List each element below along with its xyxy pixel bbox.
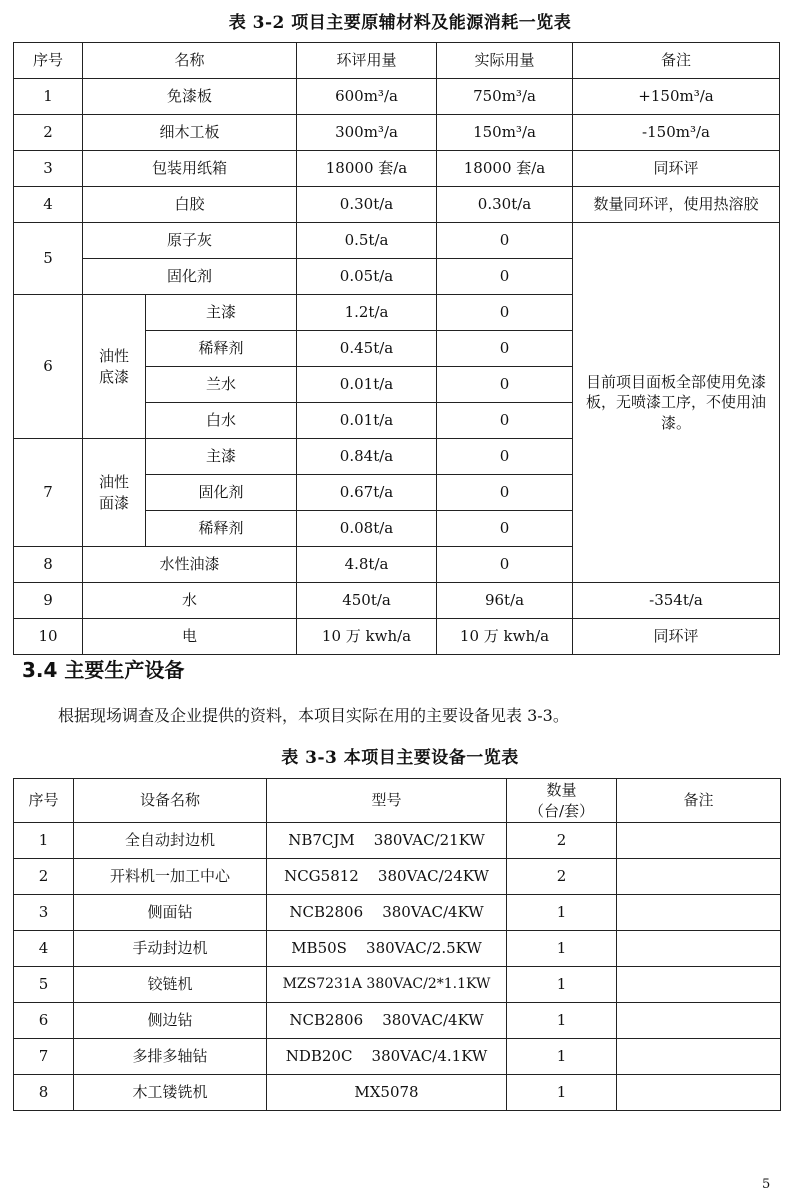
cell-no: 8 (14, 547, 83, 583)
cell-eia: 0.08t/a (297, 511, 437, 547)
cell-no: 3 (14, 151, 83, 187)
cell-no: 5 (14, 223, 83, 295)
cell-note (617, 967, 781, 1003)
cell-actual: 0 (437, 367, 573, 403)
cell-quantity: 1 (507, 967, 617, 1003)
cell-actual: 750m³/a (437, 79, 573, 115)
cell-actual: 0 (437, 259, 573, 295)
header-eia: 环评用量 (297, 43, 437, 79)
cell-actual: 10 万 kwh/a (437, 619, 573, 655)
cell-quantity: 1 (507, 1039, 617, 1075)
cell-name: 主漆 (146, 295, 297, 331)
header-quantity (507, 779, 617, 823)
cell-eia: 600m³/a (297, 79, 437, 115)
cell-eia: 300m³/a (297, 115, 437, 151)
cell-name: 白水 (146, 403, 297, 439)
cell-name: 水性油漆 (83, 547, 297, 583)
cell-quantity: 1 (507, 1075, 617, 1111)
table-row (14, 895, 781, 931)
cell-no: 1 (14, 79, 83, 115)
cell-eia: 0.67t/a (297, 475, 437, 511)
table-row (14, 1075, 781, 1111)
cell-actual: 0 (437, 511, 573, 547)
merged-note: 目前项目面板全部使用免漆板，无喷漆工序，不使用油漆。 (573, 223, 780, 583)
cell-note (617, 1003, 781, 1039)
cell-model: NCB2806 380VAC/4KW (267, 1003, 507, 1039)
cell-eia: 4.8t/a (297, 547, 437, 583)
cell-note: -354t/a (573, 583, 780, 619)
cell-equipment-name: 木工镂铣机 (74, 1075, 267, 1111)
cell-name: 免漆板 (83, 79, 297, 115)
cell-no: 10 (14, 619, 83, 655)
cell-no: 4 (14, 931, 74, 967)
cell-eia: 0.5t/a (297, 223, 437, 259)
cell-equipment-name: 侧边钻 (74, 1003, 267, 1039)
table-3-2-caption: 表 3-2 项目主要原辅材料及能源消耗一览表 (228, 13, 572, 33)
cell-actual: 0 (437, 331, 573, 367)
cell-name: 电 (83, 619, 297, 655)
cell-equipment-name: 开料机一加工中心 (74, 859, 267, 895)
cell-model: NCG5812 380VAC/24KW (267, 859, 507, 895)
table-row (14, 1039, 781, 1075)
cell-eia: 10 万 kwh/a (297, 619, 437, 655)
cell-no: 9 (14, 583, 83, 619)
section-heading: 3.4 主要生产设备 (22, 658, 185, 682)
header-quantity-line1: 数量 (546, 781, 577, 800)
cell-model: NDB20C 380VAC/4.1KW (267, 1039, 507, 1075)
cell-actual: 0 (437, 547, 573, 583)
cell-quantity: 1 (507, 895, 617, 931)
cell-actual: 0 (437, 439, 573, 475)
table-row (14, 79, 780, 115)
table-row (14, 967, 781, 1003)
cell-no: 1 (14, 823, 74, 859)
cell-name: 白胶 (83, 187, 297, 223)
cell-eia: 1.2t/a (297, 295, 437, 331)
cell-no: 2 (14, 859, 74, 895)
cell-equipment-name: 铰链机 (74, 967, 267, 1003)
cell-actual: 0 (437, 295, 573, 331)
cell-name: 细木工板 (83, 115, 297, 151)
cell-actual: 0 (437, 475, 573, 511)
cell-name: 水 (83, 583, 297, 619)
cell-eia: 0.05t/a (297, 259, 437, 295)
cell-name: 包装用纸箱 (83, 151, 297, 187)
cell-no: 3 (14, 895, 74, 931)
cell-note: 同环评 (573, 619, 780, 655)
table-row (14, 151, 780, 187)
cell-group: 油性底漆 (83, 295, 146, 439)
header-actual: 实际用量 (437, 43, 573, 79)
table-header-row (14, 43, 780, 79)
materials-table (13, 42, 780, 655)
header-note: 备注 (573, 43, 780, 79)
cell-note (617, 931, 781, 967)
section-paragraph: 根据现场调查及企业提供的资料，本项目实际在用的主要设备见表 3-3。 (58, 706, 569, 725)
cell-actual: 96t/a (437, 583, 573, 619)
cell-name: 稀释剂 (146, 331, 297, 367)
cell-no: 7 (14, 439, 83, 547)
cell-no: 6 (14, 295, 83, 439)
table-row (14, 187, 780, 223)
cell-group: 油性面漆 (83, 439, 146, 547)
cell-equipment-name: 多排多轴钻 (74, 1039, 267, 1075)
header-quantity-line2: （台/套） (528, 801, 595, 820)
cell-eia: 18000 套/a (297, 151, 437, 187)
header-no: 序号 (14, 779, 74, 823)
cell-actual: 0 (437, 223, 573, 259)
cell-eia: 0.84t/a (297, 439, 437, 475)
cell-name: 固化剂 (146, 475, 297, 511)
cell-eia: 0.01t/a (297, 403, 437, 439)
cell-note (617, 1075, 781, 1111)
cell-no: 5 (14, 967, 74, 1003)
header-equipment-name: 设备名称 (74, 779, 267, 823)
cell-eia: 450t/a (297, 583, 437, 619)
cell-note: 数量同环评，使用热溶胶 (573, 187, 780, 223)
cell-model: MB50S 380VAC/2.5KW (267, 931, 507, 967)
equipment-table (13, 778, 781, 1111)
cell-eia: 0.30t/a (297, 187, 437, 223)
cell-actual: 0 (437, 403, 573, 439)
cell-name: 原子灰 (83, 223, 297, 259)
table-row (14, 859, 781, 895)
cell-eia: 0.45t/a (297, 331, 437, 367)
cell-model: NB7CJM 380VAC/21KW (267, 823, 507, 859)
cell-note: -150m³/a (573, 115, 780, 151)
table-row (14, 931, 781, 967)
table-row (14, 619, 780, 655)
table-row (14, 823, 781, 859)
cell-note: 同环评 (573, 151, 780, 187)
cell-name: 稀释剂 (146, 511, 297, 547)
cell-actual: 150m³/a (437, 115, 573, 151)
cell-note (617, 1039, 781, 1075)
cell-quantity: 1 (507, 1003, 617, 1039)
cell-model: MZS7231A 380VAC/2*1.1KW (267, 967, 507, 1003)
cell-actual: 18000 套/a (437, 151, 573, 187)
cell-eia: 0.01t/a (297, 367, 437, 403)
cell-no: 6 (14, 1003, 74, 1039)
cell-actual: 0.30t/a (437, 187, 573, 223)
table-row (14, 223, 780, 259)
cell-no: 8 (14, 1075, 74, 1111)
cell-equipment-name: 侧面钻 (74, 895, 267, 931)
cell-quantity: 2 (507, 823, 617, 859)
cell-quantity: 1 (507, 931, 617, 967)
cell-no: 4 (14, 187, 83, 223)
header-model: 型号 (267, 779, 507, 823)
cell-no: 7 (14, 1039, 74, 1075)
page-number: 5 (762, 1177, 771, 1192)
cell-equipment-name: 手动封边机 (74, 931, 267, 967)
table-3-3-caption: 表 3-3 本项目主要设备一览表 (281, 748, 519, 768)
cell-note (617, 823, 781, 859)
cell-name: 固化剂 (83, 259, 297, 295)
cell-equipment-name: 全自动封边机 (74, 823, 267, 859)
cell-note: +150m³/a (573, 79, 780, 115)
cell-note (617, 895, 781, 931)
cell-name: 兰水 (146, 367, 297, 403)
table-header-row (14, 779, 781, 823)
table-row (14, 1003, 781, 1039)
header-no: 序号 (14, 43, 83, 79)
cell-note (617, 859, 781, 895)
header-note: 备注 (617, 779, 781, 823)
header-name: 名称 (83, 43, 297, 79)
cell-name: 主漆 (146, 439, 297, 475)
cell-model: NCB2806 380VAC/4KW (267, 895, 507, 931)
table-row (14, 115, 780, 151)
cell-quantity: 2 (507, 859, 617, 895)
cell-no: 2 (14, 115, 83, 151)
table-row (14, 583, 780, 619)
cell-model: MX5078 (267, 1075, 507, 1111)
